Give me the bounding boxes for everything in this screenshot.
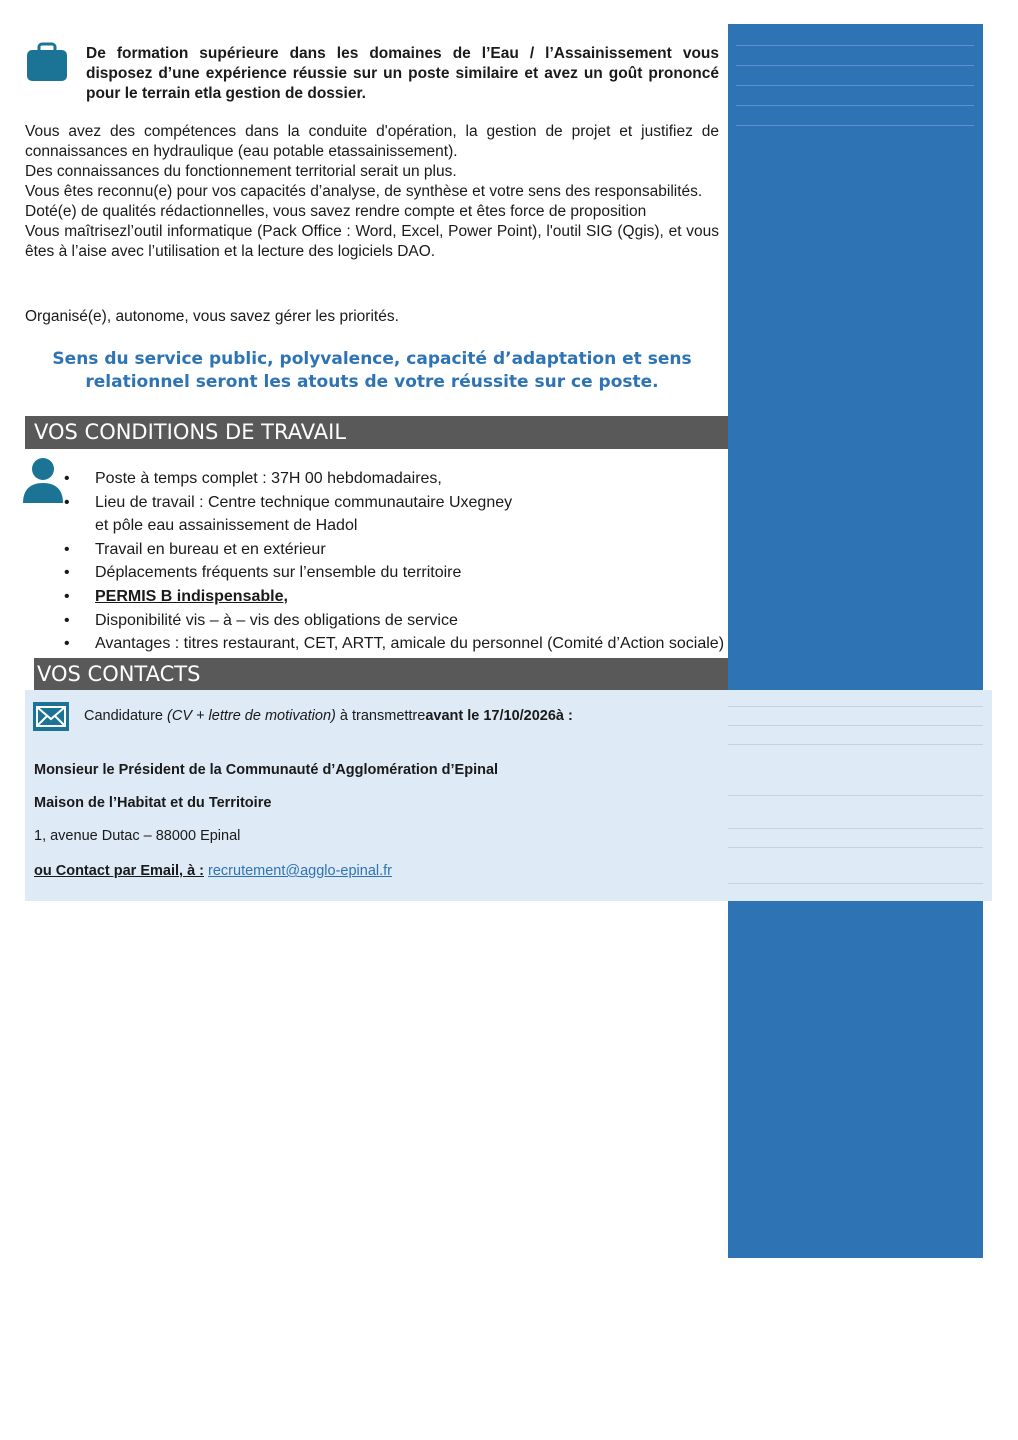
tagline: Sens du service public, polyvalence, capacité d’adaptation et sens relationnel seront les atouts de votre réussite sur ce poste. — [52, 349, 692, 392]
permis-requirement: PERMIS B indispensable, — [95, 587, 288, 605]
skill-line: Vous maîtrisezl’outil informatique (Pack Office : Word, Excel, Power Point), l'outil SIG (Qgis), et vous êtes à l’aise avec l’utilisation et la lecture des logiciels DAO. — [25, 223, 719, 260]
list-item: • Disponibilité vis – à – vis des obligations de service — [64, 611, 458, 629]
skill-line: Vous êtes reconnu(e) pour vos capacités d’analyse, de synthèse et votre sens des responsabilités. — [25, 183, 703, 200]
envelope-icon — [33, 702, 69, 731]
email-line — [34, 862, 392, 880]
person-icon — [22, 456, 66, 504]
list-item: • Poste à temps complet : 37H 00 hebdomadaires, — [64, 470, 442, 487]
skill-line: Des connaissances du fonctionnement territorial serait un plus. — [25, 163, 457, 180]
skill-line: Doté(e) de qualités rédactionnelles, vous savez rendre compte et êtes force de proposition — [25, 203, 647, 220]
side-decor-bar — [728, 24, 983, 1258]
list-item: et pôle eau assainissement de Hadol — [95, 517, 358, 535]
briefcase-icon — [26, 42, 68, 82]
address: 1, avenue Dutac – 88000 Epinal — [34, 828, 241, 844]
list-item: • Avantages : titres restaurant, CET, ARTT, amicale du personnel (Comité d’Action sociale) — [64, 635, 725, 653]
conditions-list — [64, 467, 729, 656]
contact-decor-lines — [728, 706, 983, 884]
organised-line: Organisé(e), autonome, vous savez gérer les priorités. — [25, 308, 399, 325]
deadline: avant le 17/10/2026à : — [425, 708, 573, 724]
recipient: Monsieur le Président de la Communauté d’Agglomération d’Epinal — [34, 762, 499, 778]
skill-line: Vous avez des compétences dans la conduite d'opération, la gestion de projet et justifiez de connaissances en hydraulique (eau potable etassainissement). — [25, 123, 719, 160]
email-label: ou Contact par Email, à : — [34, 863, 204, 879]
email-link[interactable]: recrutement@agglo-epinal.fr — [208, 863, 393, 879]
list-item: • Lieu de travail : Centre technique communautaire Uxegney — [64, 493, 513, 511]
conditions-header: VOS CONDITIONS DE TRAVAIL — [25, 416, 728, 449]
contacts-header: VOS CONTACTS — [34, 658, 728, 691]
side-decor-lines — [736, 26, 974, 126]
building: Maison de l’Habitat et du Territoire — [34, 795, 272, 811]
list-item: • Déplacements fréquents sur l’ensemble du territoire — [64, 564, 462, 582]
profile-intro: De formation supérieure dans les domaines de l’Eau / l’Assainissement vous disposez d’une expérience réussie sur un poste similaire et avez un goût prononcé pour le terrain etla gestion de dossier. — [86, 45, 719, 102]
candidature-line: Candidature (CV + lettre de motivation) à transmettreavant le 17/10/2026à : — [84, 708, 573, 724]
list-item: • Travail en bureau et en extérieur — [64, 540, 326, 558]
skills-paragraph — [25, 122, 719, 262]
list-item: • PERMIS B indispensable, — [64, 587, 288, 605]
